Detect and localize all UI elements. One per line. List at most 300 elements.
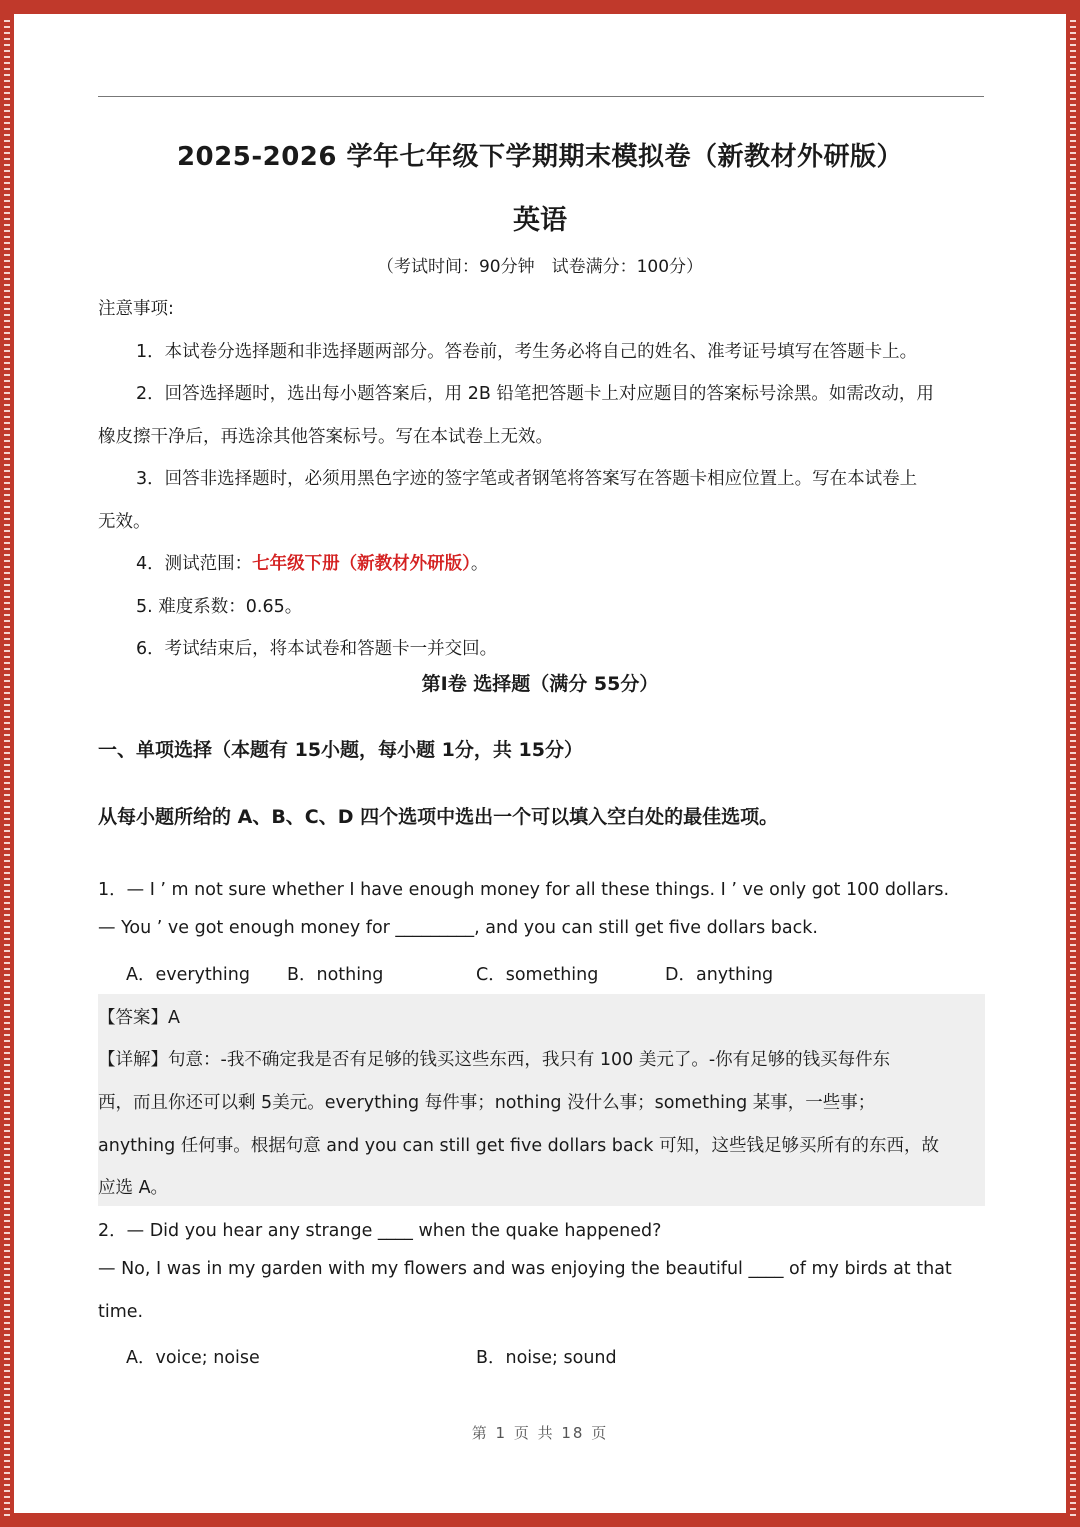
border-tick — [1070, 1388, 1076, 1390]
border-tick — [4, 1010, 10, 1012]
border-tick — [4, 536, 10, 538]
border-tick — [4, 62, 10, 64]
border-tick — [4, 902, 10, 904]
border-tick — [1070, 710, 1076, 712]
border-tick — [4, 1154, 10, 1156]
border-tick — [1070, 1208, 1076, 1210]
notes-heading: 注意事项: — [98, 299, 174, 319]
border-tick — [4, 542, 10, 544]
border-tick — [4, 908, 10, 910]
border-tick — [4, 746, 10, 748]
border-tick — [1070, 194, 1076, 196]
border-tick — [4, 776, 10, 778]
border-tick — [4, 1460, 10, 1462]
border-tick — [1070, 596, 1076, 598]
question-1-detail-line-4: 应选 A。 — [98, 1178, 169, 1198]
border-tick — [1070, 422, 1076, 424]
border-tick — [4, 350, 10, 352]
border-tick — [4, 914, 10, 916]
page-footer: 第 1 页 共 18 页 — [471, 1424, 609, 1442]
part-1-title: 第Ⅰ卷 选择题（满分 55分） — [421, 673, 659, 695]
border-tick — [1070, 1460, 1076, 1462]
border-tick — [4, 920, 10, 922]
border-tick — [1070, 1466, 1076, 1468]
border-tick — [4, 656, 10, 658]
border-tick — [4, 1292, 10, 1294]
border-tick — [4, 806, 10, 808]
border-tick — [4, 1028, 10, 1030]
border-tick — [4, 926, 10, 928]
question-2-option-b: B．noise; sound — [476, 1348, 617, 1368]
border-tick — [1070, 1256, 1076, 1258]
border-tick — [1070, 1346, 1076, 1348]
border-tick — [1070, 1406, 1076, 1408]
border-tick — [4, 824, 10, 826]
border-tick — [1070, 1094, 1076, 1096]
border-tick — [4, 956, 10, 958]
border-tick — [4, 830, 10, 832]
border-tick — [1070, 566, 1076, 568]
border-tick — [1070, 1478, 1076, 1480]
border-tick — [1070, 632, 1076, 634]
border-tick — [1070, 1400, 1076, 1402]
border-tick — [1070, 308, 1076, 310]
border-tick — [1070, 1076, 1076, 1078]
border-tick — [1070, 782, 1076, 784]
border-tick — [1070, 854, 1076, 856]
border-tick — [4, 836, 10, 838]
border-tick — [4, 716, 10, 718]
border-tick — [4, 1406, 10, 1408]
border-tick — [1070, 1298, 1076, 1300]
border-tick — [1070, 44, 1076, 46]
border-tick — [4, 470, 10, 472]
border-tick — [1070, 752, 1076, 754]
border-tick — [4, 524, 10, 526]
border-tick — [1070, 650, 1076, 652]
border-tick — [4, 1394, 10, 1396]
border-tick — [4, 302, 10, 304]
border-tick — [1070, 248, 1076, 250]
border-tick — [4, 596, 10, 598]
border-tick — [1070, 62, 1076, 64]
border-tick — [4, 1190, 10, 1192]
border-tick — [1070, 746, 1076, 748]
border-tick — [1070, 38, 1076, 40]
border-tick — [1070, 1418, 1076, 1420]
border-tick — [4, 194, 10, 196]
border-tick — [1070, 884, 1076, 886]
border-tick — [1070, 1214, 1076, 1216]
border-tick — [1070, 440, 1076, 442]
border-tick — [1070, 416, 1076, 418]
border-tick — [1070, 962, 1076, 964]
border-tick — [4, 452, 10, 454]
border-tick — [4, 866, 10, 868]
border-tick — [1070, 1286, 1076, 1288]
border-tick — [1070, 464, 1076, 466]
border-tick — [1070, 368, 1076, 370]
border-tick — [1070, 1484, 1076, 1486]
border-tick — [1070, 1382, 1076, 1384]
border-tick — [4, 50, 10, 52]
border-tick — [1070, 26, 1076, 28]
border-tick — [1070, 662, 1076, 664]
question-1-detail-line-1: 【详解】句意：-我不确定我是否有足够的钱买这些东西，我只有 100 美元了。-你有足够的钱买每件东 — [98, 1050, 891, 1070]
border-tick — [1070, 1172, 1076, 1174]
border-tick — [1070, 1412, 1076, 1414]
border-tick — [1070, 1142, 1076, 1144]
border-tick — [4, 116, 10, 118]
border-tick — [1070, 1196, 1076, 1198]
border-tick — [1070, 656, 1076, 658]
border-tick — [4, 890, 10, 892]
border-tick — [4, 1490, 10, 1492]
border-tick — [4, 758, 10, 760]
border-tick — [1070, 944, 1076, 946]
border-tick — [4, 782, 10, 784]
border-tick — [4, 518, 10, 520]
question-2-line-3: time. — [98, 1302, 144, 1322]
border-tick — [1070, 626, 1076, 628]
border-tick — [1070, 506, 1076, 508]
border-tick — [1070, 128, 1076, 130]
border-tick — [4, 1088, 10, 1090]
border-tick — [4, 1376, 10, 1378]
border-tick — [4, 1262, 10, 1264]
border-tick — [1070, 428, 1076, 430]
border-tick — [4, 284, 10, 286]
border-tick — [4, 566, 10, 568]
border-tick — [4, 1196, 10, 1198]
border-tick — [4, 1466, 10, 1468]
note-2-line-2: 橡皮擦干净后，再选涂其他答案标号。写在本试卷上无效。 — [98, 427, 553, 447]
border-tick — [1070, 20, 1076, 22]
border-tick — [1070, 1358, 1076, 1360]
border-tick — [1070, 620, 1076, 622]
border-tick — [4, 932, 10, 934]
header-rule — [98, 96, 984, 97]
border-tick — [4, 938, 10, 940]
border-tick — [1070, 1124, 1076, 1126]
border-tick — [4, 188, 10, 190]
border-tick — [4, 1358, 10, 1360]
border-tick — [4, 356, 10, 358]
page-sheet — [14, 14, 1066, 1513]
note-4-suffix: 。 — [470, 554, 489, 574]
border-tick — [1070, 242, 1076, 244]
border-tick — [4, 764, 10, 766]
border-tick — [4, 590, 10, 592]
border-tick — [4, 1244, 10, 1246]
border-tick — [1070, 1250, 1076, 1252]
border-tick — [4, 1352, 10, 1354]
border-tick — [1070, 1082, 1076, 1084]
border-tick — [1070, 896, 1076, 898]
border-tick — [4, 1064, 10, 1066]
border-tick — [4, 128, 10, 130]
border-tick — [4, 1472, 10, 1474]
border-tick — [4, 44, 10, 46]
border-tick — [4, 968, 10, 970]
border-tick — [1070, 776, 1076, 778]
border-tick — [4, 1070, 10, 1072]
border-tick — [4, 1454, 10, 1456]
question-1-option-b: B．nothing — [287, 965, 384, 985]
border-tick — [1070, 1178, 1076, 1180]
border-tick — [4, 338, 10, 340]
exam-title: 2025-2026 学年七年级下学期期末模拟卷（新教材外研版） — [176, 142, 904, 172]
border-tick — [4, 1238, 10, 1240]
question-1-detail-line-2: 西，而且你还可以剩 5美元。everything 每件事；nothing 没什么事；something 某事，一些事； — [98, 1093, 876, 1113]
border-tick — [4, 842, 10, 844]
border-tick — [1070, 356, 1076, 358]
border-tick — [4, 554, 10, 556]
border-tick — [4, 1286, 10, 1288]
border-tick — [4, 644, 10, 646]
border-tick — [4, 80, 10, 82]
border-tick — [4, 662, 10, 664]
border-tick — [4, 482, 10, 484]
border-tick — [1070, 572, 1076, 574]
border-tick — [4, 362, 10, 364]
border-tick — [4, 410, 10, 412]
border-tick — [1070, 824, 1076, 826]
border-tick — [1070, 1220, 1076, 1222]
border-tick — [1070, 1472, 1076, 1474]
border-tick — [4, 92, 10, 94]
question-2-line-1: 2．— Did you hear any strange ____ when the quake happened? — [98, 1221, 662, 1241]
border-tick — [4, 1094, 10, 1096]
note-4-prefix: 4．测试范围： — [136, 554, 253, 574]
border-tick — [1070, 578, 1076, 580]
border-tick — [4, 1052, 10, 1054]
border-tick — [1070, 1454, 1076, 1456]
subject-title: 英语 — [513, 205, 567, 236]
border-tick — [1070, 1052, 1076, 1054]
border-tick — [4, 1082, 10, 1084]
border-tick — [4, 1178, 10, 1180]
question-1-detail-line-3: anything 任何事。根据句意 and you can still get five dollars back 可知，这些钱足够买所有的东西，故 — [98, 1136, 939, 1156]
border-tick — [1070, 914, 1076, 916]
border-tick — [4, 446, 10, 448]
border-tick — [1070, 1502, 1076, 1504]
border-tick — [1070, 908, 1076, 910]
border-tick — [4, 1502, 10, 1504]
question-1-answer: 【答案】A — [98, 1008, 180, 1028]
border-tick — [1070, 182, 1076, 184]
border-tick — [4, 1382, 10, 1384]
border-tick — [1070, 812, 1076, 814]
border-tick — [1070, 584, 1076, 586]
border-tick — [4, 698, 10, 700]
border-tick — [4, 1136, 10, 1138]
border-tick — [4, 398, 10, 400]
border-tick — [1070, 1058, 1076, 1060]
border-tick — [1070, 590, 1076, 592]
border-tick — [4, 182, 10, 184]
border-tick — [1070, 176, 1076, 178]
border-tick — [4, 1226, 10, 1228]
border-tick — [4, 1148, 10, 1150]
border-tick — [1070, 980, 1076, 982]
border-tick — [4, 374, 10, 376]
border-tick — [1070, 188, 1076, 190]
border-tick — [4, 512, 10, 514]
border-tick — [1070, 1244, 1076, 1246]
border-tick — [1070, 524, 1076, 526]
border-tick — [1070, 722, 1076, 724]
border-tick — [1070, 536, 1076, 538]
note-4 — [136, 550, 488, 575]
border-tick — [1070, 764, 1076, 766]
border-tick — [1070, 968, 1076, 970]
border-tick — [1070, 542, 1076, 544]
question-2-line-2: — No, I was in my garden with my flowers and was enjoying the beautiful ____ of my birds at that — [98, 1259, 952, 1279]
border-tick — [1070, 314, 1076, 316]
border-tick — [4, 104, 10, 106]
border-tick — [4, 1328, 10, 1330]
border-tick — [4, 1232, 10, 1234]
border-tick — [4, 290, 10, 292]
border-tick — [1070, 1190, 1076, 1192]
border-tick — [4, 506, 10, 508]
border-tick — [4, 770, 10, 772]
border-tick — [1070, 392, 1076, 394]
border-tick — [4, 332, 10, 334]
border-tick — [1070, 728, 1076, 730]
border-tick — [1070, 1238, 1076, 1240]
border-tick — [4, 368, 10, 370]
border-tick — [4, 26, 10, 28]
border-tick — [4, 98, 10, 100]
border-tick — [4, 950, 10, 952]
border-tick — [1070, 806, 1076, 808]
question-1-line-1: 1．— I ’ m not sure whether I have enough money for all these things. I ’ ve only got 100 dollars. — [98, 880, 950, 900]
border-tick — [1070, 1370, 1076, 1372]
border-tick — [4, 1220, 10, 1222]
border-tick — [1070, 1046, 1076, 1048]
border-tick — [4, 998, 10, 1000]
border-tick — [4, 986, 10, 988]
border-tick — [1070, 1316, 1076, 1318]
border-tick — [1070, 458, 1076, 460]
border-tick — [1070, 560, 1076, 562]
border-tick — [4, 1310, 10, 1312]
border-tick — [1070, 1166, 1076, 1168]
note-3-line-1: 3．回答非选择题时，必须用黑色字迹的签字笔或者钢笔将答案写在答题卡相应位置上。写在本试卷上 — [136, 469, 918, 489]
border-tick — [4, 710, 10, 712]
border-tick — [1070, 494, 1076, 496]
border-tick — [4, 1046, 10, 1048]
border-tick — [4, 1100, 10, 1102]
border-tick — [4, 572, 10, 574]
border-tick — [4, 1448, 10, 1450]
border-tick — [1070, 1490, 1076, 1492]
border-tick — [4, 788, 10, 790]
border-tick — [1070, 92, 1076, 94]
border-tick — [1070, 890, 1076, 892]
note-1: 1．本试卷分选择题和非选择题两部分。答卷前，考生务必将自己的姓名、准考证号填写在答题卡上。 — [136, 342, 918, 362]
border-tick — [1070, 332, 1076, 334]
border-tick — [4, 1496, 10, 1498]
border-tick — [1070, 614, 1076, 616]
border-tick — [4, 1184, 10, 1186]
border-tick — [4, 74, 10, 76]
border-tick — [4, 638, 10, 640]
border-tick — [1070, 848, 1076, 850]
border-tick — [4, 650, 10, 652]
border-tick — [4, 626, 10, 628]
border-tick — [1070, 740, 1076, 742]
border-tick — [4, 488, 10, 490]
border-tick — [1070, 284, 1076, 286]
border-tick — [4, 1274, 10, 1276]
border-tick — [1070, 1508, 1076, 1510]
border-tick — [1070, 74, 1076, 76]
border-tick — [4, 1118, 10, 1120]
border-tick — [4, 794, 10, 796]
border-tick — [4, 1388, 10, 1390]
border-tick — [4, 1166, 10, 1168]
border-tick — [1070, 836, 1076, 838]
border-tick — [1070, 1184, 1076, 1186]
border-tick — [1070, 488, 1076, 490]
border-tick — [4, 1268, 10, 1270]
border-tick — [4, 818, 10, 820]
border-tick — [1070, 932, 1076, 934]
border-tick — [1070, 1262, 1076, 1264]
border-tick — [1070, 116, 1076, 118]
border-tick — [1070, 380, 1076, 382]
border-tick — [4, 734, 10, 736]
border-tick — [1070, 638, 1076, 640]
border-tick — [4, 428, 10, 430]
border-tick — [1070, 338, 1076, 340]
border-tick — [1070, 1004, 1076, 1006]
border-tick — [4, 1364, 10, 1366]
border-tick — [4, 584, 10, 586]
border-tick — [4, 728, 10, 730]
border-tick — [1070, 608, 1076, 610]
border-tick — [4, 608, 10, 610]
border-tick — [1070, 1394, 1076, 1396]
note-2-line-1: 2．回答选择题时，选出每小题答案后，用 2B 铅笔把答题卡上对应题目的答案标号涂黑。如需改动，用 — [136, 384, 934, 404]
border-tick — [1070, 770, 1076, 772]
border-tick — [4, 320, 10, 322]
border-tick — [1070, 1154, 1076, 1156]
border-tick — [4, 38, 10, 40]
border-tick — [1070, 374, 1076, 376]
border-tick — [4, 458, 10, 460]
border-tick — [4, 1298, 10, 1300]
border-tick — [1070, 698, 1076, 700]
border-tick — [1070, 974, 1076, 976]
border-tick — [1070, 104, 1076, 106]
border-tick — [1070, 788, 1076, 790]
border-tick — [1070, 1268, 1076, 1270]
border-tick — [1070, 1040, 1076, 1042]
border-tick — [4, 530, 10, 532]
border-tick — [4, 1142, 10, 1144]
border-tick — [4, 1478, 10, 1480]
border-tick — [4, 464, 10, 466]
border-tick — [1070, 470, 1076, 472]
border-tick — [4, 386, 10, 388]
border-tick — [1070, 278, 1076, 280]
border-tick — [4, 1412, 10, 1414]
border-tick — [4, 578, 10, 580]
